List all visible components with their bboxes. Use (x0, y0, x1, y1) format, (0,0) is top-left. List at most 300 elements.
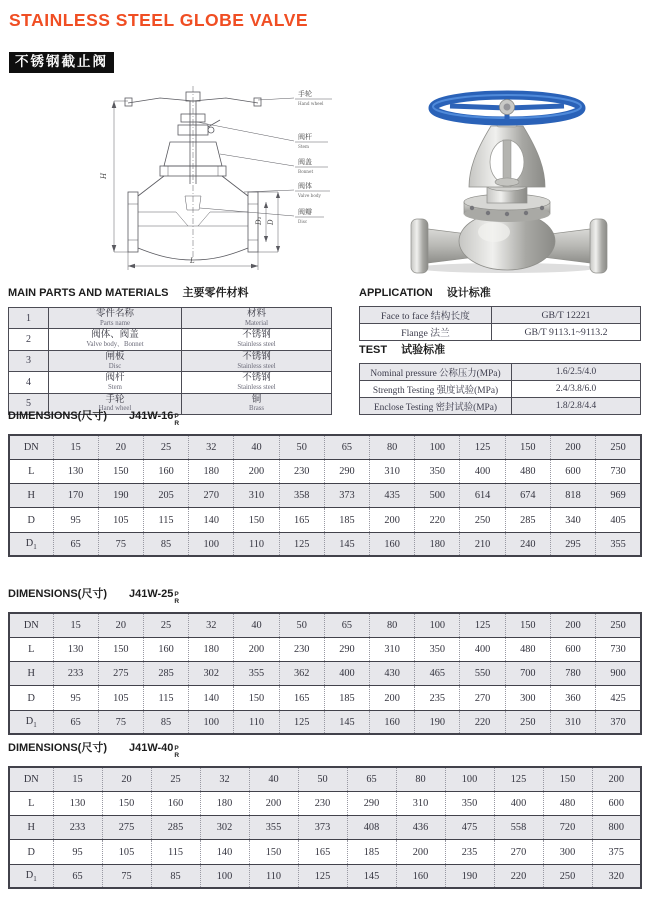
dim-row (9, 710, 641, 734)
parts-name (49, 308, 182, 329)
dim-row-label: L (9, 791, 53, 815)
dim-value: 302 (189, 662, 234, 686)
dim-value: 130 (53, 791, 102, 815)
part-label-bonnet-en: Bonnet (298, 169, 314, 174)
dim-value: 100 (415, 613, 460, 637)
dim-value: 160 (143, 459, 188, 483)
dim-value: 435 (370, 484, 415, 508)
parts-row (9, 329, 332, 350)
dim-value: 95 (53, 508, 98, 532)
dim-value: 15 (53, 435, 98, 459)
application-row-label: Flange 法兰 (360, 324, 492, 341)
parts-no: 1 (9, 308, 49, 329)
dim-value: 130 (53, 459, 98, 483)
dim-value: 250 (596, 435, 641, 459)
parts-name (49, 329, 182, 350)
dim-label-d: D (267, 219, 275, 225)
dim-value: 200 (370, 686, 415, 710)
dim-value: 75 (102, 864, 151, 888)
dim-row-label: D (9, 686, 53, 710)
parts-name-zh: 零件名称 (95, 308, 134, 319)
test-row-value: 2.4/3.8/6.0 (512, 381, 641, 398)
dim-value: 730 (596, 459, 641, 483)
model-code: J41W-25 (129, 588, 174, 600)
dim-row-label: $D_1$ (9, 532, 53, 556)
dim-value: 85 (143, 532, 188, 556)
dim-row (9, 791, 641, 815)
parts-material (182, 308, 332, 329)
test-title (359, 341, 640, 357)
test-row-label: Strength Testing 强度试验(MPa) (360, 381, 512, 398)
dim-value: 50 (279, 435, 324, 459)
dim-value: 190 (445, 864, 494, 888)
dim-label-d1: D₁ (255, 216, 263, 225)
dim-value: 375 (592, 840, 641, 864)
parts-material-zh: 铜 (251, 393, 262, 405)
parts-name-en: Parts name (99, 319, 130, 327)
dim-value: 200 (234, 459, 279, 483)
dimensions-title (8, 585, 642, 605)
test-row-value: 1.8/2.8/4.4 (512, 398, 641, 415)
dim-value: 350 (415, 459, 460, 483)
dim-value: 15 (53, 613, 98, 637)
dim-value: 50 (279, 613, 324, 637)
parts-material-en: Stainless steel (237, 384, 276, 392)
dimensions-title (8, 739, 642, 759)
parts-title-zh: 主要零件材料 (182, 286, 249, 299)
parts-name-en: Disc (108, 362, 122, 370)
dim-value: 145 (324, 710, 369, 734)
dim-value: 373 (324, 484, 369, 508)
dim-row-label: $D_1$ (9, 864, 53, 888)
parts-row (9, 372, 332, 393)
dim-value: 40 (249, 767, 298, 791)
application-row (360, 324, 641, 341)
dim-value: 600 (550, 637, 595, 661)
dim-value: 674 (505, 484, 550, 508)
parts-row (9, 350, 332, 371)
dim-value: 233 (53, 816, 102, 840)
dim-value: 370 (596, 710, 641, 734)
valve-technical-drawing (98, 84, 350, 276)
dim-row-label: DN (9, 613, 53, 637)
dim-value: 105 (98, 508, 143, 532)
dim-value: 150 (234, 686, 279, 710)
dim-value: 205 (143, 484, 188, 508)
dim-value: 130 (53, 637, 98, 661)
dim-value: 600 (550, 459, 595, 483)
dim-value: 210 (460, 532, 505, 556)
dim-value: 95 (53, 686, 98, 710)
dim-value: 480 (505, 459, 550, 483)
dim-value: 160 (370, 532, 415, 556)
dim-value: 75 (98, 532, 143, 556)
dim-value: 302 (200, 816, 249, 840)
dim-value: 290 (324, 637, 369, 661)
dim-value: 65 (53, 532, 98, 556)
dim-value: 270 (460, 686, 505, 710)
dim-value: 125 (460, 613, 505, 637)
dim-value: 340 (550, 508, 595, 532)
dim-value: 150 (98, 459, 143, 483)
dim-value: 105 (98, 686, 143, 710)
parts-material-zh: 不锈钢 (242, 372, 271, 384)
dim-row (9, 816, 641, 840)
dim-value: 20 (98, 435, 143, 459)
dim-value: 100 (415, 435, 460, 459)
dim-value: 100 (189, 532, 234, 556)
dim-value: 200 (396, 840, 445, 864)
page-title: STAINLESS STEEL GLOBE VALVE (9, 10, 309, 30)
parts-title (8, 284, 331, 300)
parts-name-zh: 阀体、阀盖 (91, 329, 139, 341)
dim-value: 110 (234, 532, 279, 556)
dim-value: 200 (592, 767, 641, 791)
dim-value: 160 (370, 710, 415, 734)
dim-value: 285 (143, 662, 188, 686)
parts-material-en: Brass (248, 405, 265, 413)
parts-material-zh: 材料 (246, 308, 266, 319)
dim-value: 100 (189, 710, 234, 734)
dim-row-label: DN (9, 435, 53, 459)
model-grade-sup: P (174, 745, 179, 752)
dim-row (9, 637, 641, 661)
parts-table (8, 307, 332, 415)
part-label-handwheel-zh: 手轮 (298, 90, 312, 98)
part-label-body-zh: 阀体 (298, 182, 312, 190)
dim-value: 220 (460, 710, 505, 734)
dim-value: 80 (370, 435, 415, 459)
dim-row-label: $D_1$ (9, 710, 53, 734)
test-row-label: Nominal pressure 公称压力(MPa) (360, 364, 512, 381)
dim-row (9, 864, 641, 888)
parts-material-zh: 不锈钢 (242, 329, 271, 341)
header (9, 10, 308, 73)
application-row-value: GB/T 12221 (492, 307, 641, 324)
dim-value: 270 (189, 484, 234, 508)
dim-value: 25 (143, 435, 188, 459)
dim-value: 65 (324, 613, 369, 637)
dim-value: 400 (460, 637, 505, 661)
dim-value: 310 (396, 791, 445, 815)
dim-label-l: L (190, 257, 195, 265)
dim-value: 730 (596, 637, 641, 661)
dim-value: 360 (550, 686, 595, 710)
application-row (360, 307, 641, 324)
dimensions-table (8, 434, 642, 557)
dim-row (9, 767, 641, 791)
dim-value: 200 (249, 791, 298, 815)
dim-value: 40 (234, 435, 279, 459)
dim-row (9, 508, 641, 532)
dim-value: 65 (347, 767, 396, 791)
dim-value: 720 (543, 816, 592, 840)
parts-material (182, 372, 332, 393)
dim-value: 358 (279, 484, 324, 508)
photo-body-highlight (478, 222, 510, 242)
model-grade-mark (174, 746, 179, 759)
dim-value: 100 (445, 767, 494, 791)
parts-material-zh: 不锈钢 (242, 350, 271, 362)
part-label-body-en: Valve body (298, 193, 321, 198)
dim-value: 65 (53, 710, 98, 734)
parts-title-en: MAIN PARTS AND MATERIALS (8, 287, 169, 299)
model-code: J41W-40 (129, 742, 174, 754)
dim-value: 220 (415, 508, 460, 532)
dim-value: 355 (249, 816, 298, 840)
dim-row-label: L (9, 459, 53, 483)
dim-value: 230 (279, 637, 324, 661)
dim-value: 165 (279, 508, 324, 532)
dim-value: 285 (505, 508, 550, 532)
dim-value: 355 (596, 532, 641, 556)
dim-value: 115 (151, 840, 200, 864)
dim-value: 235 (415, 686, 460, 710)
dim-value: 180 (200, 791, 249, 815)
application-title (359, 284, 640, 300)
dim-value: 115 (143, 508, 188, 532)
dim-value: 180 (189, 459, 234, 483)
dim-value: 150 (543, 767, 592, 791)
photo-gland-nut (495, 178, 519, 186)
dim-value: 362 (279, 662, 324, 686)
test-row (360, 381, 641, 398)
dim-value: 165 (279, 686, 324, 710)
dim-value: 400 (460, 459, 505, 483)
part-label-handwheel-en: Hand wheel (298, 101, 324, 106)
dim-value: 85 (143, 710, 188, 734)
dim-value: 200 (234, 637, 279, 661)
dim-value: 180 (415, 532, 460, 556)
dim-value: 150 (98, 637, 143, 661)
dim-row-label: H (9, 484, 53, 508)
dimensions-title-text: DIMENSIONS(尺寸) (8, 742, 107, 754)
application-row-label: Face to face 结构长度 (360, 307, 492, 324)
dim-value: 350 (415, 637, 460, 661)
dim-value: 700 (505, 662, 550, 686)
dim-value: 614 (460, 484, 505, 508)
dim-value: 115 (143, 686, 188, 710)
dim-value: 140 (189, 686, 234, 710)
dim-label-h: H (100, 172, 108, 179)
dim-value: 290 (347, 791, 396, 815)
dim-value: 105 (102, 840, 151, 864)
dim-value: 32 (189, 435, 234, 459)
dim-value: 32 (189, 613, 234, 637)
dim-row-label: H (9, 662, 53, 686)
model-grade-sup: P (174, 591, 179, 598)
dim-value: 140 (200, 840, 249, 864)
dim-value: 270 (494, 840, 543, 864)
test-title-en: TEST (359, 344, 388, 356)
dim-value: 250 (543, 864, 592, 888)
dim-value: 320 (592, 864, 641, 888)
dim-value: 425 (596, 686, 641, 710)
dim-value: 300 (505, 686, 550, 710)
photo-spoke (450, 106, 507, 108)
parts-name-en: Stem (108, 384, 122, 392)
dimensions-title-text: DIMENSIONS(尺寸) (8, 410, 107, 422)
model-grade-sub: R (174, 751, 180, 759)
dim-row-label: D (9, 508, 53, 532)
parts-row (9, 308, 332, 329)
parts-no: 3 (9, 350, 49, 371)
valve-photo (398, 84, 620, 276)
dim-value: 900 (596, 662, 641, 686)
dim-value: 233 (53, 662, 98, 686)
parts-material (182, 329, 332, 350)
dim-value: 373 (298, 816, 347, 840)
page-subtitle-zh: 不锈钢截止阀 (9, 52, 114, 73)
dim-value: 558 (494, 816, 543, 840)
dim-value: 275 (98, 662, 143, 686)
application-row-value: GB/T 9113.1~9113.2 (492, 324, 641, 341)
dim-value: 310 (370, 637, 415, 661)
dim-value: 475 (445, 816, 494, 840)
dim-value: 430 (370, 662, 415, 686)
parts-name-zh: 手轮 (105, 393, 125, 405)
dim-value: 150 (505, 435, 550, 459)
dim-value: 250 (460, 508, 505, 532)
application-table (359, 306, 641, 341)
dim-value: 295 (550, 532, 595, 556)
dim-value: 780 (550, 662, 595, 686)
dim-row (9, 662, 641, 686)
dim-value: 160 (143, 637, 188, 661)
application-section (359, 284, 640, 341)
dim-value: 190 (98, 484, 143, 508)
dim-value: 250 (596, 613, 641, 637)
dim-value: 160 (396, 864, 445, 888)
dim-value: 150 (249, 840, 298, 864)
photo-bolt (486, 211, 490, 215)
dim-value: 275 (102, 816, 151, 840)
dim-value: 290 (324, 459, 369, 483)
application-title-zh: 设计标准 (446, 286, 491, 299)
dim-value: 140 (189, 508, 234, 532)
parts-material-en: Material (244, 319, 269, 327)
dim-value: 969 (596, 484, 641, 508)
dim-value: 436 (396, 816, 445, 840)
photo-bolt (524, 211, 528, 215)
dim-value: 200 (550, 435, 595, 459)
dimensions-title (8, 407, 642, 427)
dim-value: 150 (102, 791, 151, 815)
parts-section (8, 284, 331, 415)
dim-value: 125 (460, 435, 505, 459)
application-title-en: APPLICATION (359, 287, 433, 299)
part-label-stem-zh: 阀杆 (298, 133, 312, 141)
parts-name-zh: 阀杆 (105, 372, 125, 384)
dim-value: 165 (298, 840, 347, 864)
dim-value: 230 (298, 791, 347, 815)
dim-value: 500 (415, 484, 460, 508)
dim-value: 170 (53, 484, 98, 508)
dim-value: 15 (53, 767, 102, 791)
dim-value: 100 (200, 864, 249, 888)
dim-value: 285 (151, 816, 200, 840)
dim-value: 230 (279, 459, 324, 483)
dim-value: 80 (396, 767, 445, 791)
parts-no: 5 (9, 393, 49, 414)
dim-row-label: DN (9, 767, 53, 791)
dim-value: 25 (143, 613, 188, 637)
dim-value: 125 (494, 767, 543, 791)
dim-value: 600 (592, 791, 641, 815)
model-grade-mark (174, 592, 179, 605)
dimensions-table (8, 766, 642, 889)
dim-row (9, 613, 641, 637)
dim-value: 95 (53, 840, 102, 864)
dim-value: 405 (596, 508, 641, 532)
dim-value: 200 (370, 508, 415, 532)
parts-name-en: Valve body、Bonnet (86, 341, 144, 349)
dim-value: 310 (550, 710, 595, 734)
dim-row-label: L (9, 637, 53, 661)
dim-value: 150 (234, 508, 279, 532)
dim-value: 20 (102, 767, 151, 791)
dim-value: 240 (505, 532, 550, 556)
part-label-bonnet-zh: 阀盖 (298, 158, 312, 166)
test-row-label: Enclose Testing 密封试验(MPa) (360, 398, 512, 415)
dim-value: 25 (151, 767, 200, 791)
test-section (359, 341, 640, 415)
model-grade-sub: R (174, 597, 180, 605)
dim-value: 185 (324, 686, 369, 710)
photo-spoke (507, 106, 564, 108)
photo-left-flange (411, 219, 428, 273)
model-code: J41W-16 (129, 410, 174, 422)
dim-value: 65 (53, 864, 102, 888)
photo-bolt (470, 206, 474, 210)
dim-value: 190 (415, 710, 460, 734)
model-grade-sup: P (174, 413, 179, 420)
part-label-disc-en: Disc (298, 219, 308, 224)
part-label-disc-zh: 阀瓣 (298, 208, 312, 216)
parts-name (49, 350, 182, 371)
dim-value: 408 (347, 816, 396, 840)
dim-value: 20 (98, 613, 143, 637)
dim-value: 235 (445, 840, 494, 864)
dim-value: 180 (189, 637, 234, 661)
dim-value: 145 (347, 864, 396, 888)
model-grade-mark (174, 414, 179, 427)
dim-value: 40 (234, 613, 279, 637)
test-row (360, 364, 641, 381)
dim-value: 125 (279, 532, 324, 556)
dim-row (9, 435, 641, 459)
dimensions-table (8, 612, 642, 735)
parts-material-en: Stainless steel (237, 341, 276, 349)
dim-value: 550 (460, 662, 505, 686)
dim-value: 220 (494, 864, 543, 888)
dim-value: 185 (347, 840, 396, 864)
dim-value: 310 (370, 459, 415, 483)
dim-value: 400 (324, 662, 369, 686)
dim-value: 480 (505, 637, 550, 661)
dim-row-label: H (9, 816, 53, 840)
dim-value: 50 (298, 767, 347, 791)
test-row-value: 1.6/2.5/4.0 (512, 364, 641, 381)
dim-value: 160 (151, 791, 200, 815)
dim-row (9, 484, 641, 508)
parts-no: 4 (9, 372, 49, 393)
dim-value: 818 (550, 484, 595, 508)
dim-value: 800 (592, 816, 641, 840)
dim-value: 125 (279, 710, 324, 734)
dim-value: 32 (200, 767, 249, 791)
dimensions-title-text: DIMENSIONS(尺寸) (8, 588, 107, 600)
